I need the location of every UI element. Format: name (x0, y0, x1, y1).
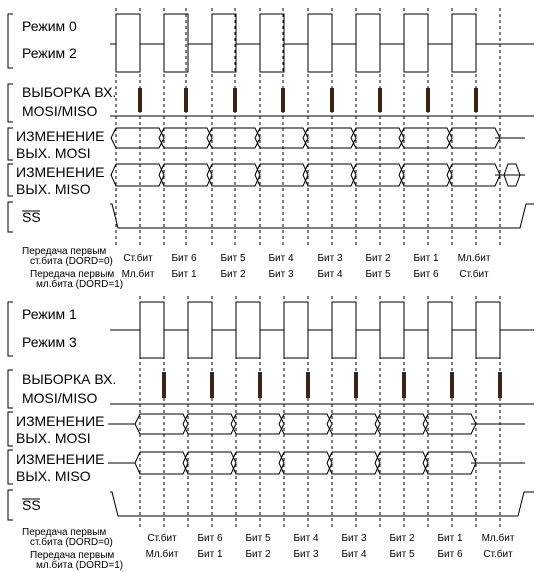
lsb-bit-label: Бит 1 (171, 269, 197, 280)
lsb-bit-label: Бит 6 (437, 549, 463, 560)
lsb-caption-line2: мл.бита (DORD=1) (36, 279, 124, 290)
mosi-bus-cell (135, 414, 188, 434)
lsb-caption-line2: мл.бита (DORD=1) (36, 560, 124, 571)
mosi-bus-cell (207, 128, 260, 148)
msb-bit-label: Бит 3 (317, 253, 343, 264)
mode-b-label: Режим 3 (22, 334, 77, 350)
mosi-bus-cell (255, 128, 308, 148)
msb-bit-label: Бит 1 (437, 533, 463, 544)
bracket-miso (8, 450, 13, 484)
bracket-clock-modes (8, 14, 13, 68)
panel-mode-1-3 (8, 296, 534, 571)
miso-bus-cell (255, 164, 308, 186)
ss-label: SS (22, 209, 41, 225)
clock-mode-b-waveform (110, 44, 534, 72)
lsb-bit-label: Ст.бит (483, 549, 513, 560)
msb-bit-label: Бит 6 (171, 253, 197, 264)
clock-mode-a-waveform (110, 302, 534, 330)
lsb-bit-label: Бит 4 (317, 269, 343, 280)
mosi-label-line1: ИЗМЕНЕНИЕ (16, 413, 105, 429)
lsb-bit-label: Бит 3 (268, 269, 294, 280)
mode-a-label: Режим 1 (22, 306, 77, 322)
msb-bit-label: Бит 3 (341, 533, 367, 544)
bit-labels-panel-0 (122, 252, 491, 280)
msb-bit-label: Ст.бит (147, 533, 177, 544)
lsb-bit-label: Бит 5 (365, 269, 391, 280)
bracket-mosi (8, 412, 13, 446)
clock-mode-a-waveform (110, 14, 534, 44)
mosi-label-line2: ВЫХ. MOSI (16, 145, 91, 161)
msb-bit-label: Бит 2 (365, 253, 391, 264)
ss-label: SS (22, 497, 41, 513)
bit-labels-panel-1 (146, 532, 515, 560)
mosi-bus-cell (399, 128, 452, 148)
miso-label-line2: ВЫХ. MISO (16, 468, 91, 484)
msb-bit-label: Бит 2 (389, 533, 415, 544)
bracket-sample (8, 370, 13, 408)
msb-bit-label: Бит 5 (245, 533, 271, 544)
miso-bus-cell (423, 452, 476, 474)
bracket-miso (8, 164, 13, 196)
mosi-bus-cell (183, 414, 236, 434)
mosi-bus-cell (447, 128, 500, 148)
msb-caption-line1: Передача первым (22, 246, 107, 257)
miso-bus-cell (375, 452, 428, 474)
miso-bus-cell (207, 164, 260, 186)
msb-caption-line2: ст.бита (DORD=0) (30, 256, 113, 267)
sample-label-line2: MOSI/MISO (22, 103, 98, 119)
miso-label-line1: ИЗМЕНЕНИЕ (16, 164, 105, 180)
bracket-ss (8, 202, 13, 232)
msb-bit-label: Бит 4 (268, 253, 294, 264)
mosi-bus-cell (423, 414, 476, 434)
mosi-bus-cell (327, 414, 380, 434)
mosi-bus-cell (375, 414, 428, 434)
lsb-bit-label: Бит 5 (389, 549, 415, 560)
mosi-label-line2: ВЫХ. MOSI (16, 430, 91, 446)
miso-bus-cell (183, 452, 236, 474)
miso-bus-cell (303, 164, 356, 186)
mosi-bus-cell (279, 414, 332, 434)
mosi-bus-cell (231, 414, 284, 434)
msb-caption-line2: ст.бита (DORD=0) (30, 537, 113, 548)
mosi-bus-cell (303, 128, 356, 148)
msb-bit-label: Мл.бит (481, 533, 515, 544)
ss-waveform (110, 492, 534, 516)
ss-waveform (110, 204, 534, 228)
miso-bus-cell (135, 452, 188, 474)
clock-mode-b-waveform (110, 330, 534, 358)
miso-bus-cell (327, 452, 380, 474)
lsb-bit-label: Бит 3 (293, 549, 319, 560)
miso-label-line2: ВЫХ. MISO (16, 181, 91, 197)
lsb-bit-label: Бит 2 (220, 269, 246, 280)
lsb-bit-label: Мл.бит (121, 269, 155, 280)
waveforms-panel-0 (110, 8, 534, 246)
miso-bus-cell (351, 164, 404, 186)
lsb-bit-label: Мл.бит (145, 549, 179, 560)
mode-b-label: Режим 2 (22, 45, 77, 61)
miso-bus-cell (111, 164, 164, 186)
sample-label-line1: ВЫБОРКА ВХ. (22, 371, 117, 387)
lsb-caption-line1: Передача первым (30, 550, 115, 561)
lsb-bit-label: Ст.бит (459, 269, 489, 280)
waveforms-panel-1 (108, 296, 534, 530)
bracket-mosi (8, 128, 13, 160)
mosi-bus-cell (111, 128, 164, 148)
lsb-bit-label: Бит 4 (341, 549, 367, 560)
msb-bit-label: Бит 4 (293, 533, 319, 544)
mosi-bus-cell (351, 128, 404, 148)
panel-mode-0-2 (8, 8, 534, 290)
lsb-caption-line1: Передача первым (30, 269, 115, 280)
msb-caption-line1: Передача первым (22, 527, 107, 538)
lsb-bit-label: Бит 2 (245, 549, 271, 560)
miso-bus-cell (447, 164, 500, 186)
bracket-clock-modes (8, 302, 13, 356)
mode-a-label: Режим 0 (22, 18, 77, 34)
bracket-sample (8, 84, 13, 122)
mosi-label-line1: ИЗМЕНЕНИЕ (16, 128, 105, 144)
sample-label-line1: ВЫБОРКА ВХ. (22, 84, 117, 100)
bracket-ss (8, 490, 13, 520)
msb-bit-label: Ст.бит (123, 253, 153, 264)
sample-label-line2: MOSI/MISO (22, 390, 98, 406)
msb-bit-label: Бит 6 (197, 533, 223, 544)
miso-label-line1: ИЗМЕНЕНИЕ (16, 451, 105, 467)
lsb-bit-label: Бит 1 (197, 549, 223, 560)
msb-bit-label: Бит 1 (413, 253, 439, 264)
msb-bit-label: Бит 5 (220, 253, 246, 264)
lsb-bit-label: Бит 6 (413, 269, 439, 280)
miso-bus-cell (399, 164, 452, 186)
msb-bit-label: Мл.бит (457, 253, 491, 264)
miso-bus-cell (279, 452, 332, 474)
miso-bus-cell (231, 452, 284, 474)
